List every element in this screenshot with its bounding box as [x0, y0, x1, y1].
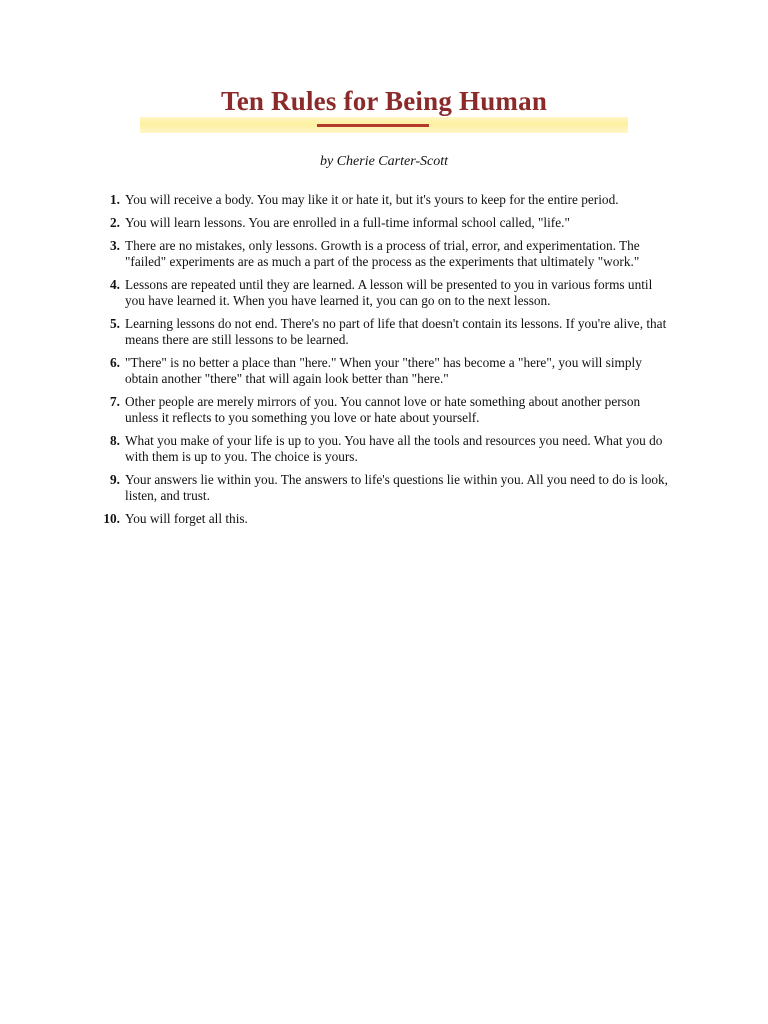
rule-item-5 [0, 316, 768, 348]
rule-text: Lessons are repeated until they are learned. A lesson will be presented to you in various forms until you have learned it. When you have learned it, you can go on to the next lesson. [125, 277, 653, 308]
rules-list [0, 192, 768, 534]
rule-item-2 [0, 215, 768, 231]
rule-text: Learning lessons do not end. There's no part of life that doesn't contain its lessons. If you're alive, that means there are still lessons to be learned. [125, 316, 667, 347]
author-byline: by Cherie Carter-Scott [319, 154, 449, 169]
page-title: Ten Rules for Being Human [220, 86, 548, 116]
rule-text: You will receive a body. You may like it or hate it, but it's yours to keep for the entire period. [125, 192, 619, 207]
rule-item-8 [0, 433, 768, 465]
rule-text: You will learn lessons. You are enrolled in a full-time informal school called, "life." [125, 215, 570, 230]
rule-item-9 [0, 472, 768, 504]
rule-number: 3. [110, 238, 120, 253]
rule-number: 1. [110, 192, 120, 207]
rule-item-10 [0, 511, 768, 527]
rule-number: 8. [110, 433, 120, 448]
rule-text: Your answers lie within you. The answers to life's questions lie within you. All you need to do is look, listen, and trust. [125, 472, 668, 503]
rule-item-4 [0, 277, 768, 309]
rule-number: 2. [110, 215, 120, 230]
rule-item-3 [0, 238, 768, 270]
rule-number: 5. [110, 316, 120, 331]
rule-item-1 [0, 192, 768, 208]
rule-text: Other people are merely mirrors of you. You cannot love or hate something about another person unless it reflects to you something you love or hate about yourself. [125, 394, 641, 425]
rule-item-7 [0, 394, 768, 426]
rule-text: You will forget all this. [125, 511, 248, 526]
rule-text: "There" is no better a place than "here." When your "there" has become a "here", you will simply obtain another "there" that will again look better than "here." [125, 355, 642, 386]
rule-text: What you make of your life is up to you. You have all the tools and resources you need. What you do with them is up to you. The choice is yours. [125, 433, 663, 464]
rule-number: 9. [110, 472, 120, 487]
rule-number: 4. [110, 277, 120, 292]
rule-number: 10. [103, 511, 120, 526]
rule-number: 6. [110, 355, 120, 370]
rule-number: 7. [110, 394, 120, 409]
title-underline-rule [317, 124, 429, 127]
rule-item-6 [0, 355, 768, 387]
rule-text: There are no mistakes, only lessons. Growth is a process of trial, error, and experimentation. The "failed" experiments are as much a part of the process as the experiments that ultimately "work." [125, 238, 640, 269]
